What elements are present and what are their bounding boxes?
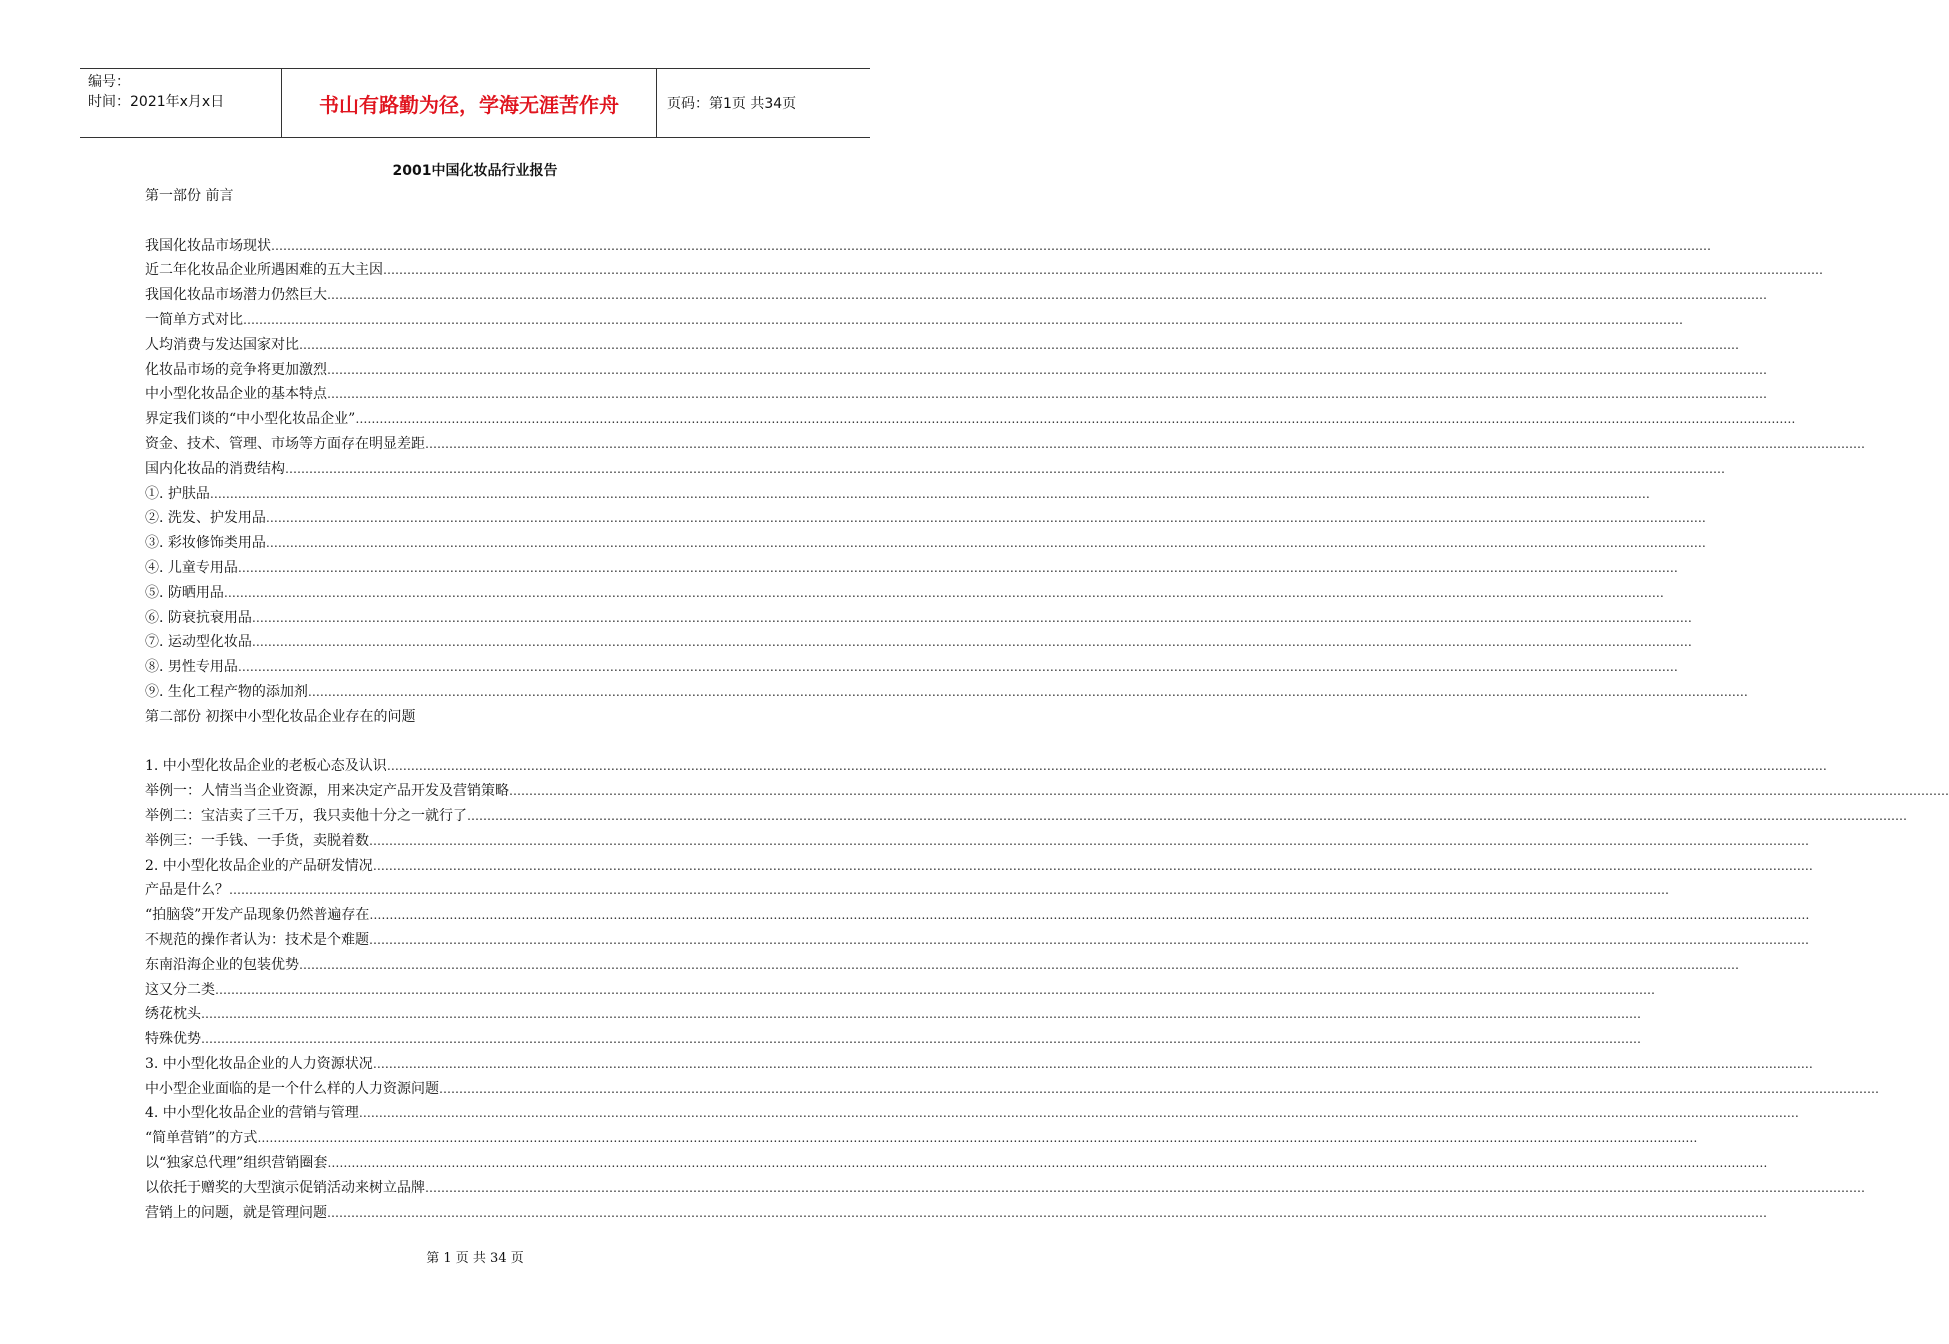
toc-dot-leader: ……………………………………………………………………………………………………………………………………………………………………………………………………………………………………………………………………………………………………………………………… [372, 1056, 1813, 1071]
toc-entry[interactable] [145, 1002, 1641, 1027]
toc-dot-leader: ……………………………………………………………………………………………………………………………………………………………………………………………………………………………………………………………………………………………………………………………… [358, 1106, 1799, 1121]
toc-entry-text: 营销上的问题，就是管理问题 [145, 1204, 327, 1221]
toc-entry[interactable] [145, 1101, 1799, 1126]
toc-entry-text: 化妆品市场的竞争将更加激烈 [145, 361, 327, 378]
toc-dot-leader: ……………………………………………………………………………………………………………………………………………………………………………………………………………………………………………………………………………………………………………………………… [369, 833, 1809, 848]
toc-entry-text: 这又分二类 [145, 981, 215, 998]
toc-entry-text: 特殊优势 [145, 1031, 201, 1048]
toc-entry-text: “简单营销”的方式 [145, 1130, 258, 1147]
toc-entry[interactable] [145, 333, 1739, 358]
toc-dot-leader: ……………………………………………………………………………………………………………………………………………………………………………………………………………………………………………………………………………………………………………………………… [307, 684, 1748, 699]
toc-entry-text: ⑥. 防衰抗衰用品 [145, 609, 252, 626]
toc-dot-leader: ……………………………………………………………………………………………………………………………………………………………………………………………………………………………………………………………………………………………………………………………… [237, 660, 1678, 675]
toc-entry[interactable] [145, 457, 1725, 482]
toc-entry-text: ⑨. 生化工程产物的添加剂 [145, 683, 308, 700]
page-header [80, 68, 870, 138]
toc-blank-line [145, 730, 825, 755]
toc-entry[interactable] [145, 655, 1678, 680]
toc-entry[interactable] [145, 1052, 1813, 1077]
toc-dot-leader: ……………………………………………………………………………………………………………………………………………………………………………………………………………………………………………………………………………………………………………………………… [271, 238, 1711, 253]
toc-entry[interactable] [145, 1176, 1865, 1201]
toc-entry-text: ⑤. 防晒用品 [145, 584, 224, 601]
toc-entry[interactable] [145, 184, 825, 209]
toc-entry-text: 产品是什么？ [145, 882, 229, 899]
toc-dot-leader: ……………………………………………………………………………………………………………………………………………………………………………………………………………………………………………………………………………………………………………………………… [237, 560, 1678, 575]
toc-entry[interactable] [145, 1077, 1879, 1102]
toc-entry-text: ③. 彩妆修饰类用品 [145, 535, 266, 552]
toc-entry[interactable] [145, 928, 1809, 953]
toc-dot-leader: ……………………………………………………………………………………………………………………………………………………………………………………………………………………………………………………………………………………………………………………………… [509, 784, 1949, 799]
toc-entry-text: 举例二：宝洁卖了三千万，我只卖他十分之一就行了 [145, 807, 467, 824]
toc-entry-text: 东南沿海企业的包装优势 [145, 956, 299, 973]
toc-entry[interactable] [145, 978, 1655, 1003]
toc-dot-leader: ……………………………………………………………………………………………………………………………………………………………………………………………………………………………………………………………………………………………………………………………… [223, 585, 1664, 600]
toc-entry[interactable] [145, 779, 1949, 804]
toc-dot-leader: ……………………………………………………………………………………………………………………………………………………………………………………………………………………………………………………………………………………………………………………………… [439, 1081, 1879, 1096]
toc-entry-text: 一简单方式对比 [145, 311, 243, 328]
toc-dot-leader: ……………………………………………………………………………………………………………………………………………………………………………………………………………………………………………………………………………………………………………………………… [425, 436, 1865, 451]
toc-entry[interactable] [145, 407, 1796, 432]
toc-entry-text: ②. 洗发、护发用品 [145, 510, 266, 527]
toc-entry-text: “拍脑袋”开发产品现象仍然普遍存在 [145, 907, 370, 924]
toc-entry[interactable] [145, 283, 1767, 308]
toc-entry[interactable] [145, 1027, 1641, 1052]
table-of-contents [145, 184, 1949, 1225]
toc-entry-text: 中小型化妆品企业的基本特点 [145, 386, 327, 403]
toc-entry[interactable] [145, 482, 1650, 507]
toc-dot-leader: ……………………………………………………………………………………………………………………………………………………………………………………………………………………………………………………………………………………………………………………………… [372, 858, 1813, 873]
toc-entry[interactable] [145, 1201, 1767, 1226]
toc-entry-text: 人均消费与发达国家对比 [145, 336, 299, 353]
toc-entry[interactable] [145, 754, 1827, 779]
time-label: 时间：2021年x月x日 [88, 94, 225, 110]
toc-entry-text: 以“独家总代理”组织营销圈套 [145, 1155, 328, 1172]
toc-dot-leader: ……………………………………………………………………………………………………………………………………………………………………………………………………………………………………………………………………………………………………………………………… [251, 610, 1692, 625]
toc-entry[interactable] [145, 854, 1813, 879]
toc-entry-text: 国内化妆品的消费结构 [145, 460, 285, 477]
toc-entry[interactable] [145, 382, 1767, 407]
toc-dot-leader: ……………………………………………………………………………………………………………………………………………………………………………………………………………………………………………………………………………………………………………………………… [299, 337, 1739, 352]
toc-dot-leader: ……………………………………………………………………………………………………………………………………………………………………………………………………………………………………………………………………………………………………………………………… [257, 1131, 1698, 1146]
toc-entry-text: 第二部份 初探中小型化妆品企业存在的问题 [145, 708, 416, 725]
toc-entry-text: 举例一：人情当当企业资源，用来决定产品开发及营销策略 [145, 783, 509, 800]
toc-entry[interactable] [145, 878, 1669, 903]
toc-dot-leader: ……………………………………………………………………………………………………………………………………………………………………………………………………………………………………………………………………………………………………………………………… [383, 263, 1823, 278]
toc-entry[interactable] [145, 1126, 1698, 1151]
toc-dot-leader: ……………………………………………………………………………………………………………………………………………………………………………………………………………………………………………………………………………………………………………………………… [251, 635, 1692, 650]
toc-entry-text: 界定我们谈的“中小型化妆品企业” [145, 411, 356, 428]
toc-entry-text: 我国化妆品市场潜力仍然巨大 [145, 287, 327, 304]
toc-entry-text: ④. 儿童专用品 [145, 559, 238, 576]
toc-entry[interactable] [145, 258, 1823, 283]
toc-dot-leader: ……………………………………………………………………………………………………………………………………………………………………………………………………………………………………………………………………………………………………………………………… [201, 1007, 1641, 1022]
toc-entry[interactable] [145, 903, 1810, 928]
toc-entry-text: ⑧. 男性专用品 [145, 659, 238, 676]
toc-entry-text: 资金、技术、管理、市场等方面存在明显差距 [145, 435, 425, 452]
toc-entry[interactable] [145, 506, 1706, 531]
toc-entry[interactable] [145, 606, 1692, 631]
toc-entry-text: 近二年化妆品企业所遇困难的五大主因 [145, 262, 383, 279]
toc-entry[interactable] [145, 581, 1664, 606]
toc-entry[interactable] [145, 432, 1865, 457]
toc-dot-leader: ……………………………………………………………………………………………………………………………………………………………………………………………………………………………………………………………………………………………………………………………… [243, 312, 1683, 327]
toc-dot-leader: ……………………………………………………………………………………………………………………………………………………………………………………………………………………………………………………………………………………………………………………………… [355, 412, 1796, 427]
header-page-info: 页码：第1页 共34页 [667, 96, 797, 112]
toc-dot-leader: ……………………………………………………………………………………………………………………………………………………………………………………………………………………………………………………………………………………………………………………………… [327, 362, 1767, 377]
toc-entry-text: 3. 中小型化妆品企业的人力资源状况 [145, 1055, 373, 1072]
toc-entry[interactable] [145, 829, 1809, 854]
toc-entry-text: 2. 中小型化妆品企业的产品研发情况 [145, 857, 373, 874]
toc-entry-text: ⑦. 运动型化妆品 [145, 634, 252, 651]
toc-entry-text: ①. 护肤品 [145, 485, 210, 502]
toc-dot-leader: ……………………………………………………………………………………………………………………………………………………………………………………………………………………………………………………………………………………………………………………………… [265, 536, 1706, 551]
toc-dot-leader: ……………………………………………………………………………………………………………………………………………………………………………………………………………………………………………………………………………………………………………………………… [229, 883, 1669, 898]
toc-entry-text: 4. 中小型化妆品企业的营销与管理 [145, 1105, 359, 1122]
toc-entry[interactable] [145, 308, 1683, 333]
toc-dot-leader: ……………………………………………………………………………………………………………………………………………………………………………………………………………………………………………………………………………………………………………………………… [369, 932, 1809, 947]
toc-entry[interactable] [145, 680, 1748, 705]
toc-entry[interactable] [145, 953, 1739, 978]
toc-dot-leader: ……………………………………………………………………………………………………………………………………………………………………………………………………………………………………………………………………………………………………………………………… [327, 1156, 1768, 1171]
toc-entry-text: 中小型企业面临的是一个什么样的人力资源问题 [145, 1080, 439, 1097]
toc-entry[interactable] [145, 705, 825, 730]
toc-blank-line [145, 209, 825, 234]
toc-entry-text: 第一部份 前言 [145, 188, 234, 204]
toc-dot-leader: ……………………………………………………………………………………………………………………………………………………………………………………………………………………………………………………………………………………………………………………………… [265, 511, 1706, 526]
toc-dot-leader: ……………………………………………………………………………………………………………………………………………………………………………………………………………………………………………………………………………………………………………………………… [386, 759, 1827, 774]
toc-entry[interactable] [145, 234, 1711, 259]
toc-dot-leader: ……………………………………………………………………………………………………………………………………………………………………………………………………………………………………………………………………………………………………………………………… [327, 288, 1767, 303]
toc-entry-text: 绣花枕头 [145, 1006, 201, 1023]
toc-entry[interactable] [145, 630, 1692, 655]
toc-entry[interactable] [145, 1151, 1768, 1176]
toc-dot-leader: ……………………………………………………………………………………………………………………………………………………………………………………………………………………………………………………………………………………………………………………………… [467, 808, 1907, 823]
toc-dot-leader: ……………………………………………………………………………………………………………………………………………………………………………………………………………………………………………………………………………………………………………………………… [425, 1180, 1865, 1195]
toc-dot-leader: ……………………………………………………………………………………………………………………………………………………………………………………………………………………………………………………………………………………………………………………………… [215, 982, 1655, 997]
number-label: 编号： [88, 74, 130, 90]
header-motto: 书山有路勤为径，学海无涯苦作舟 [282, 69, 657, 137]
toc-entry-text: 我国化妆品市场现状 [145, 237, 271, 254]
toc-entry-text: 举例三：一手钱、一手货，卖脱着数 [145, 832, 369, 849]
toc-entry[interactable] [145, 358, 1767, 383]
page-footer: 第 1 页 共 34 页 [426, 1251, 524, 1266]
toc-entry[interactable] [145, 556, 1678, 581]
toc-dot-leader: ……………………………………………………………………………………………………………………………………………………………………………………………………………………………………………………………………………………………………………………………… [209, 486, 1650, 501]
toc-entry-text: 1. 中小型化妆品企业的老板心态及认识 [145, 758, 387, 775]
toc-dot-leader: ……………………………………………………………………………………………………………………………………………………………………………………………………………………………………………………………………………………………………………………………… [369, 908, 1810, 923]
toc-dot-leader: ……………………………………………………………………………………………………………………………………………………………………………………………………………………………………………………………………………………………………………………………… [327, 387, 1767, 402]
document-title: 2001中国化妆品行业报告 [392, 163, 558, 179]
toc-dot-leader: ……………………………………………………………………………………………………………………………………………………………………………………………………………………………………………………………………………………………………………………………… [201, 1032, 1641, 1047]
toc-entry-text: 以依托于赠奖的大型演示促销活动来树立品牌 [145, 1179, 425, 1196]
header-meta [80, 69, 282, 137]
toc-dot-leader: ……………………………………………………………………………………………………………………………………………………………………………………………………………………………………………………………………………………………………………………………… [285, 461, 1725, 476]
toc-entry-text: 不规范的操作者认为：技术是个难题 [145, 931, 369, 948]
toc-dot-leader: ……………………………………………………………………………………………………………………………………………………………………………………………………………………………………………………………………………………………………………………………… [299, 957, 1739, 972]
toc-dot-leader: ……………………………………………………………………………………………………………………………………………………………………………………………………………………………………………………………………………………………………………………………… [327, 1205, 1767, 1220]
toc-entry[interactable] [145, 804, 1907, 829]
toc-entry[interactable] [145, 531, 1706, 556]
